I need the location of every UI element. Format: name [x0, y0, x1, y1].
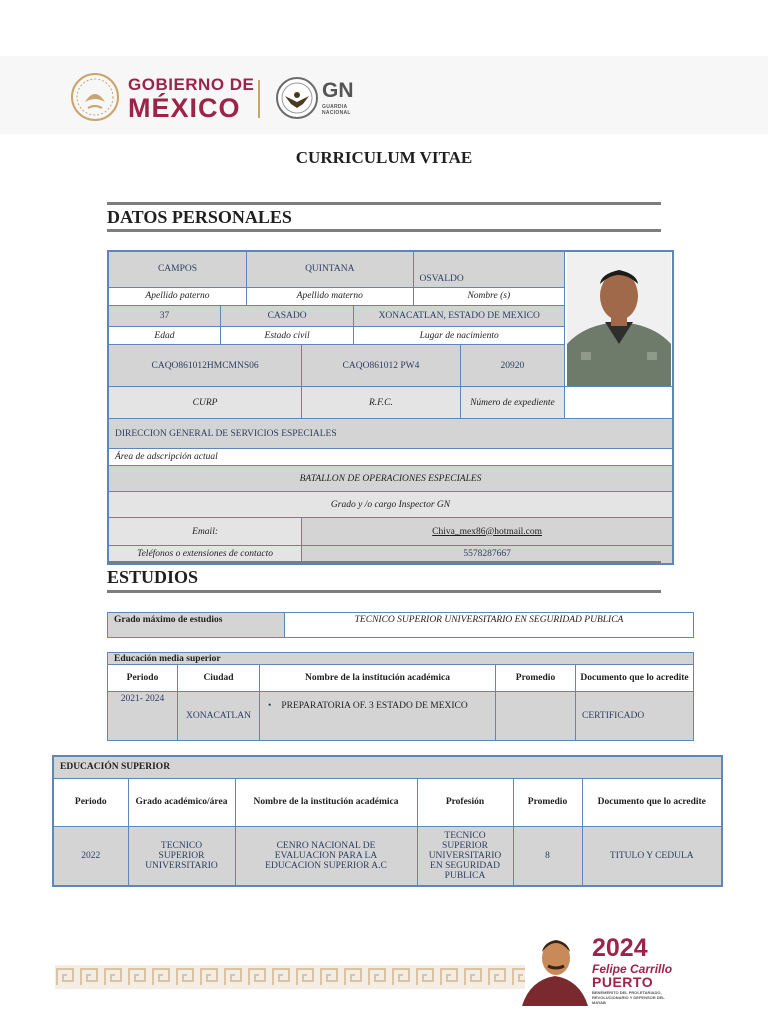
- label-telefonos: Teléfonos o extensiones de contacto: [108, 546, 302, 564]
- label-curp: CURP: [108, 387, 302, 419]
- superior-institucion-value: CENRO NACIONAL DE EVALUACION PARA LA EDUCACION SUPERIOR A.C: [235, 826, 417, 886]
- apellido-paterno-value: CAMPOS: [108, 251, 246, 287]
- media-header-promedio: Promedio: [496, 665, 576, 692]
- bullet: •: [268, 701, 272, 711]
- media-header-ciudad: Ciudad: [178, 665, 260, 692]
- footer-motto: BENEMÉRITO DEL PROLETARIADO, REVOLUCIONARIO Y DEFENSOR DEL MAYAB: [592, 990, 665, 1005]
- label-grado-maximo: Grado máximo de estudios: [108, 613, 285, 638]
- media-header-institucion: Nombre de la institución académica: [260, 665, 496, 692]
- photo-below-cell: [565, 387, 673, 419]
- gobierno-mexico-wordmark: [128, 76, 254, 122]
- email-cell: [302, 518, 673, 546]
- apellido-materno-value: QUINTANA: [246, 251, 413, 287]
- area-adscripcion-value: DIRECCION GENERAL DE SERVICIOS ESPECIALES: [108, 419, 673, 449]
- superior-promedio-value: 8: [513, 826, 582, 886]
- felipe-carrillo-portrait-icon: [520, 930, 590, 1006]
- footer-year: 2024: [592, 934, 648, 962]
- personal-data-table: [107, 250, 674, 565]
- superior-header-institucion: Nombre de la institución académica: [235, 778, 417, 826]
- superior-header-grado: Grado académico/área: [128, 778, 235, 826]
- label-lugar-nacimiento: Lugar de nacimiento: [354, 326, 565, 344]
- section-title-datos-personales: DATOS PERSONALES: [107, 207, 292, 227]
- media-institucion-value: PREPARATORIA OF. 3 ESTADO DE MEXICO: [281, 701, 468, 711]
- decorative-border: [55, 965, 525, 989]
- expediente-value: 20920: [460, 345, 564, 387]
- section-rule-bottom-estudios: [107, 590, 661, 593]
- email-link[interactable]: Chiva_mex86@hotmail.com: [432, 526, 542, 537]
- superior-profesion-value: TECNICO SUPERIOR UNIVERSITARIO EN SEGURIDAD PUBLICA: [417, 826, 513, 886]
- media-promedio-value: [496, 692, 576, 741]
- grado-maximo-value: TECNICO SUPERIOR UNIVERSITARIO EN SEGURIDAD PUBLICA: [285, 613, 694, 638]
- curp-value: CAQO861012HMCMNS06: [108, 345, 302, 387]
- guardia-nacional-wordmark: [322, 80, 354, 116]
- label-apellido-paterno: Apellido paterno: [108, 287, 246, 305]
- grado-maximo-table: [107, 612, 694, 638]
- media-institucion-cell: [260, 692, 496, 741]
- edad-value: 37: [108, 305, 220, 326]
- educacion-superior-table: [52, 755, 723, 887]
- superior-periodo-value: 2022: [53, 826, 128, 886]
- footer-name-2: PUERTO: [592, 974, 654, 990]
- lugar-nacimiento-value: XONACATLAN, ESTADO DE MEXICO: [354, 305, 565, 326]
- telefono-value: 5578287667: [302, 546, 673, 564]
- guardia-nacional-seal-icon: [275, 76, 319, 120]
- rfc-value: CAQO861012 PW4: [302, 345, 461, 387]
- mexico-coat-of-arms-icon: [70, 72, 120, 122]
- label-edad: Edad: [108, 326, 220, 344]
- section-rule-bottom: [107, 229, 661, 232]
- superior-header-documento: Documento que lo acredite: [582, 778, 722, 826]
- profile-photo: [567, 252, 671, 386]
- gob-line1: GOBIERNO DE: [128, 75, 255, 94]
- document-title: CURRICULUM VITAE: [295, 148, 473, 167]
- superior-header-profesion: Profesión: [417, 778, 513, 826]
- label-nombre: Nombre (s): [413, 287, 565, 305]
- gn-line1: GUARDIA: [322, 104, 348, 110]
- superior-title: EDUCACIÓN SUPERIOR: [53, 756, 722, 778]
- logo-divider: [258, 80, 260, 118]
- section-rule-top-estudios: [107, 561, 661, 564]
- media-header-periodo: Periodo: [108, 665, 178, 692]
- gob-line2: MÉXICO: [128, 93, 241, 123]
- photo-cell: [565, 251, 673, 387]
- superior-header-promedio: Promedio: [513, 778, 582, 826]
- media-header-documento: Documento que lo acredite: [576, 665, 694, 692]
- grado-cargo-value: Grado y /o cargo Inspector GN: [108, 492, 673, 518]
- unidad-value: BATALLON DE OPERACIONES ESPECIALES: [108, 466, 673, 492]
- superior-header-periodo: Periodo: [53, 778, 128, 826]
- estado-civil-value: CASADO: [220, 305, 353, 326]
- gn-line2: NACIONAL: [322, 110, 351, 116]
- superior-grado-value: TECNICO SUPERIOR UNIVERSITARIO: [128, 826, 235, 886]
- media-ciudad-value: XONACATLAN: [178, 692, 260, 741]
- nombre-value: OSVALDO: [413, 251, 565, 287]
- label-area-adscripcion: Área de adscripción actual: [108, 449, 673, 466]
- section-rule-top: [107, 202, 661, 205]
- media-superior-title: Educación media superior: [108, 653, 694, 665]
- footer-name: Felipe Carrillo: [592, 962, 673, 976]
- section-title-estudios: ESTUDIOS: [107, 567, 199, 587]
- label-expediente: Número de expediente: [460, 387, 564, 419]
- label-estado-civil: Estado civil: [220, 326, 353, 344]
- label-apellido-materno: Apellido materno: [246, 287, 413, 305]
- label-email: Email:: [108, 518, 302, 546]
- media-periodo-value: 2021- 2024: [108, 692, 178, 741]
- label-rfc: R.F.C.: [302, 387, 461, 419]
- superior-documento-value: TITULO Y CEDULA: [582, 826, 722, 886]
- media-documento-value: CERTIFICADO: [576, 692, 694, 741]
- gn-abbr: GN: [322, 79, 354, 102]
- media-superior-table: [107, 652, 694, 741]
- footer-wordmark: [592, 936, 672, 1005]
